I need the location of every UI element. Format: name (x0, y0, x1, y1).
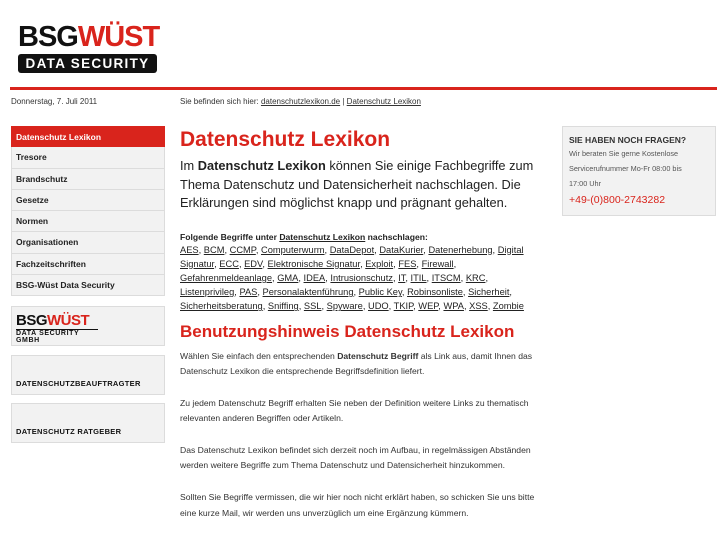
term-link[interactable]: Listenprivileg (180, 287, 235, 298)
term-link[interactable]: Firewall (421, 258, 454, 269)
breadcrumb-current-link[interactable]: Datenschutz Lexikon (346, 97, 421, 106)
contact-box (562, 126, 716, 216)
term-link[interactable]: Sicherheit (468, 287, 510, 298)
logo-wordmark: BSGWÜST (18, 21, 160, 53)
term-link[interactable]: Spyware (326, 301, 363, 312)
term-link[interactable]: BCM (203, 244, 225, 255)
term-link[interactable]: FES (398, 258, 417, 269)
usage-paragraph-3: Das Datenschutz Lexikon befindet sich derzeit noch im Aufbau, in regelmässigen Abständen werden weitere Begriffe zum Thema Datenschutz und Datensicherheit hinzukommen. (180, 444, 531, 471)
term-link[interactable]: Zombie (492, 301, 524, 312)
term-link[interactable]: EDV (244, 258, 263, 269)
term-link[interactable]: IT (398, 272, 406, 283)
main-content (180, 126, 540, 521)
term-link[interactable]: Sniffing (267, 301, 299, 312)
sidebar-item-bsg-wuest[interactable]: BSG-Wüst Data Security (11, 275, 165, 296)
sidebar-item-gesetze[interactable]: Gesetze (11, 190, 165, 211)
usage-paragraph-1: Wählen Sie einfach den entsprechenden Datenschutz Begriff als Link aus, damit Ihnen das Datenschutz Lexikon die entsprechende Begriffsdefinition liefert. (180, 350, 533, 377)
usage-paragraph-2: Zu jedem Datenschutz Begriff erhalten Sie neben der Definition weitere Links zu thematisch relevanten anderen Begriffen oder Artikeln. (180, 397, 529, 424)
terms-heading-link[interactable]: Datenschutz Lexikon (279, 231, 366, 242)
term-link[interactable]: Digital Signatur (180, 244, 524, 269)
breadcrumb-separator: | (342, 97, 345, 106)
sidebar-item-normen[interactable]: Normen (11, 211, 165, 232)
term-link[interactable]: DataKurier (379, 244, 424, 255)
banner-label: DATENSCHUTZBEAUFTRAGTER (16, 379, 141, 388)
term-link[interactable]: ECC (219, 258, 239, 269)
term-link[interactable]: XSS (469, 301, 488, 312)
intro-text: Im Datenschutz Lexikon können Sie einige Fachbegriffe zum Thema Datenschutz und Datensicherheit nachschlagen. Die Erklärungen sind möglichst knapp und prägnant gehalten. (180, 158, 534, 210)
term-link[interactable]: AES (180, 244, 199, 255)
page-title: Datenschutz Lexikon (180, 128, 391, 151)
term-link[interactable]: TKIP (393, 301, 414, 312)
usage-paragraph-4: Sollten Sie Begriffe vermissen, die wir hier noch nicht erklärt haben, so schicken Sie uns bitte eine kurze Mail, wir werden uns unverzüglich um eine Ergänzung kümmern. (180, 492, 535, 518)
breadcrumb-home-link[interactable]: datenschutzlexikon.de (260, 97, 341, 106)
datenschutz-ratgeber-banner[interactable] (11, 403, 165, 443)
sidebar-item-organisationen[interactable]: Organisationen (11, 232, 165, 253)
current-date: Donnerstag, 7. Juli 2011 (11, 97, 98, 106)
term-link[interactable]: Computerwurm (260, 244, 325, 255)
term-link[interactable]: IDEA (303, 272, 326, 283)
contact-line-3: 17:00 Uhr (569, 179, 602, 188)
logo-tagline: DATA SECURITY (18, 54, 157, 73)
term-link[interactable]: DataDepot (329, 244, 375, 255)
contact-title: SIE HABEN NOCH FRAGEN? (569, 135, 687, 145)
term-link[interactable]: UDO (367, 301, 389, 312)
contact-phone[interactable]: +49-(0)800-2743282 (569, 194, 666, 206)
term-link[interactable]: Intrusionschutz (330, 272, 393, 283)
usage-heading: Benutzungshinweis Datenschutz Lexikon (180, 321, 515, 341)
header-divider (10, 87, 717, 90)
sidebar-item-brandschutz[interactable]: Brandschutz (11, 169, 165, 190)
sidebar-item-fachzeitschriften[interactable]: Fachzeitschriften (11, 254, 165, 275)
term-link[interactable]: WEP (418, 301, 439, 312)
term-link[interactable]: ITSCM (431, 272, 461, 283)
terms-heading: Folgende Begriffe unter Datenschutz Lexikon nachschlagen: (180, 231, 428, 242)
term-link[interactable]: CCMP (229, 244, 256, 255)
datenschutzbeauftragter-banner[interactable] (11, 355, 165, 395)
breadcrumb (180, 97, 421, 106)
banner-label: DATENSCHUTZ RATGEBER (16, 427, 122, 436)
breadcrumb-prefix: Sie befinden sich hier: (180, 97, 259, 106)
bsg-wuest-gmbh-banner[interactable] (11, 306, 165, 346)
term-link[interactable]: Public Key (358, 287, 402, 298)
term-link[interactable]: Gefahrenmeldeanlage (180, 272, 273, 283)
banner-logo: BSGWÜST DATA SECURITY GMBH (12, 307, 164, 344)
term-link[interactable]: Sicherheitsberatung (180, 301, 263, 312)
term-link[interactable]: Exploit (365, 258, 394, 269)
contact-line-1: Wir beraten Sie gerne Kostenlose (569, 149, 679, 158)
term-link[interactable]: GMA (277, 272, 299, 283)
term-link[interactable]: Elektronische Signatur (267, 258, 361, 269)
term-link[interactable]: Personalaktenführung (262, 287, 354, 298)
term-link[interactable]: PAS (239, 287, 258, 298)
terms-list: AES, BCM, CCMP, Computerwurm, DataDepot, DataKurier, Datenerhebung, Digital Signatur, ECC, EDV, Elektronische Signatur, Exploit, FES, Firewall, Gefahrenmeldeanlage, GMA, IDEA, Intrusionschutz, IT, ITIL, ITSCM, KRC, Listenprivileg, PAS, Personalaktenführung, Public Key, Robinsonliste, Sicherheit, Sicherheitsberatung, Sniffing, SSL, Spyware, UDO, TKIP, WEP, WPA, XSS, Zombie (180, 244, 524, 312)
term-link[interactable]: Robinsonliste (407, 287, 463, 298)
contact-line-2: Servicerufnummer Mo-Fr 08:00 bis (569, 164, 682, 173)
bsg-wuest-logo[interactable] (18, 22, 158, 73)
term-link[interactable]: WPA (443, 301, 464, 312)
term-link[interactable]: Datenerhebung (428, 244, 493, 255)
sidebar-nav (11, 126, 165, 296)
sidebar-item-datenschutz-lexikon[interactable]: Datenschutz Lexikon (11, 126, 165, 147)
term-link[interactable]: SSL (303, 301, 322, 312)
term-link[interactable]: ITIL (410, 272, 427, 283)
sidebar-item-tresore[interactable]: Tresore (11, 147, 165, 168)
term-link[interactable]: KRC (465, 272, 486, 283)
